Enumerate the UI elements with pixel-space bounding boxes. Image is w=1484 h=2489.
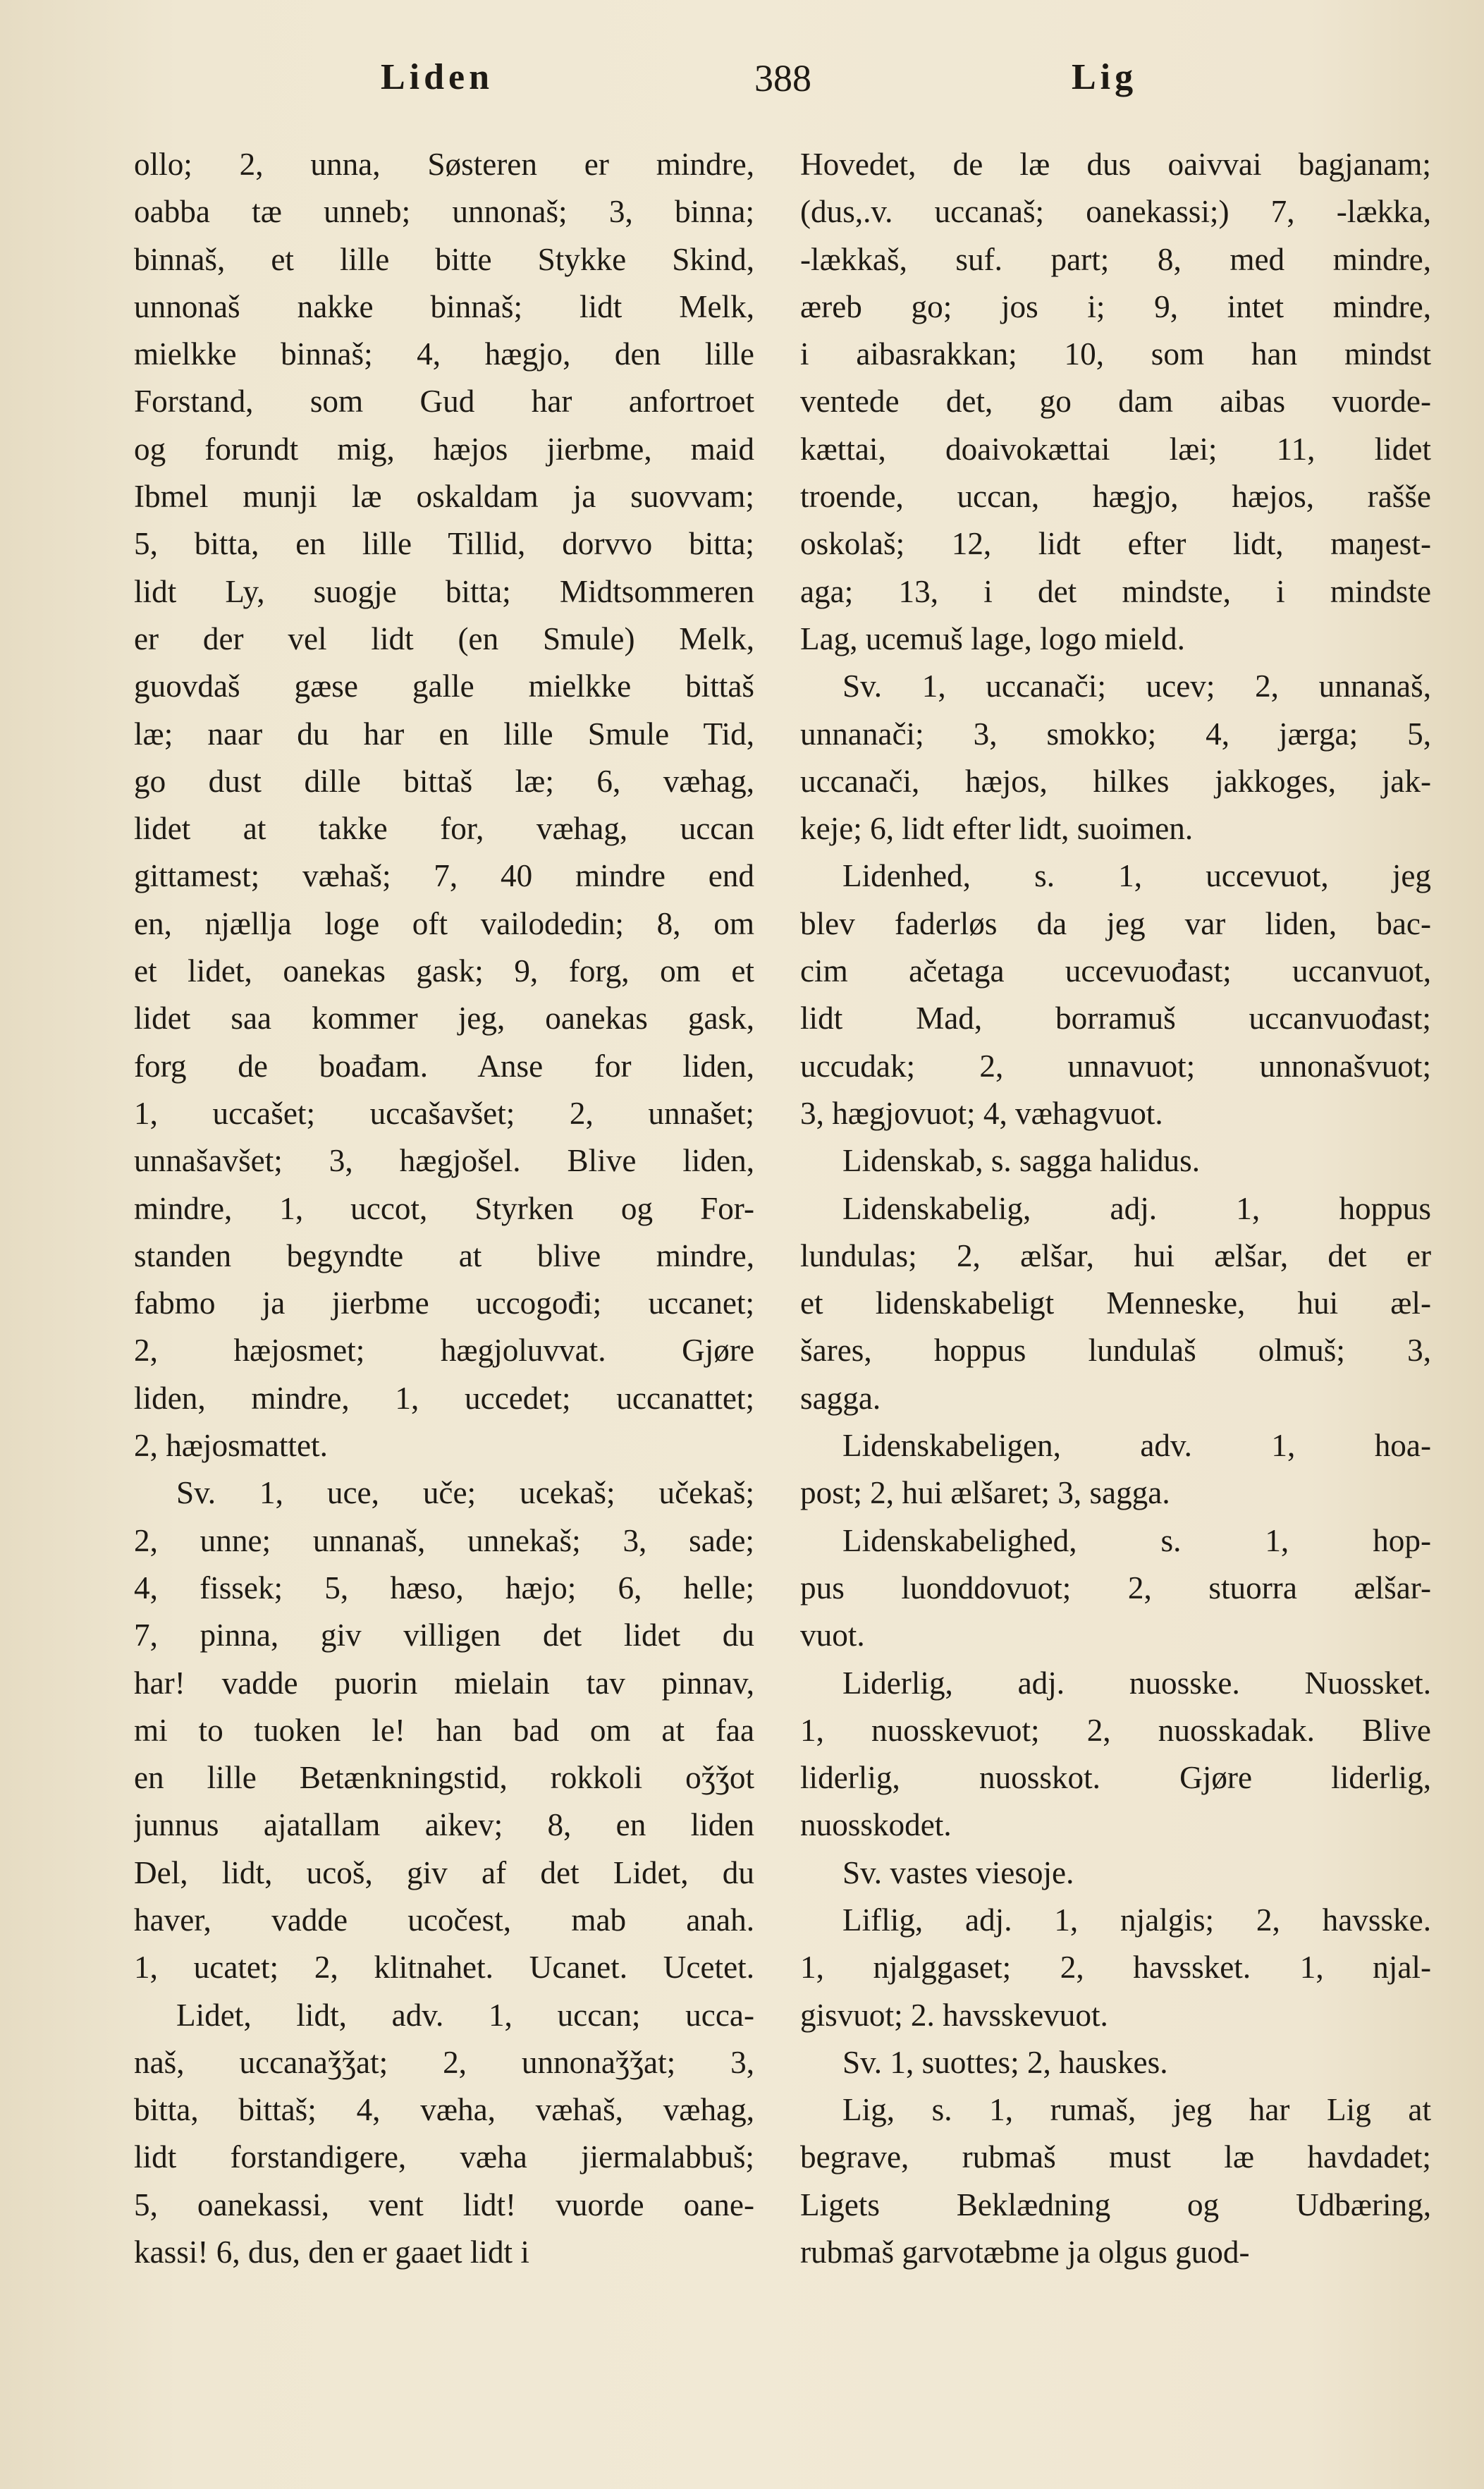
text-line: blev faderløs da jeg var liden, bac- bbox=[800, 905, 1431, 941]
text-line: Lag, ucemuš lage, logo mield. bbox=[800, 620, 1185, 656]
text-line: 3, hægjovuot; 4, væhagvuot. bbox=[800, 1095, 1163, 1131]
text-line: lidt Mad, borramuš uccanvuođast; bbox=[800, 1001, 1431, 1036]
text-line: lidet saa kommer jeg, oanekas gask, bbox=[134, 1001, 754, 1036]
text-line: forg de boađam. Anse for liden, bbox=[134, 1048, 754, 1084]
text-line: junnus ajatallam aikev; 8, en liden bbox=[134, 1807, 754, 1843]
text-line: oskolaš; 12, lidt efter lidt, maŋest- bbox=[800, 526, 1431, 562]
text-line: rubmaš garvotæbme ja olgus guod- bbox=[800, 2234, 1250, 2270]
page-number: 388 bbox=[754, 57, 811, 99]
text-line: Forstand, som Gud har anfortroet bbox=[134, 384, 754, 420]
text-line: unnašavšet; 3, hægjošel. Blive liden, bbox=[134, 1143, 754, 1179]
text-line: Liflig, adj. 1, njalgis; 2, havsske. bbox=[842, 1902, 1431, 1938]
text-line: 4, fissek; 5, hæso, hæjo; 6, helle; bbox=[134, 1570, 754, 1606]
text-line: troende, uccan, hægjo, hæjos, rašše bbox=[800, 479, 1431, 515]
text-line: oabba tæ unneb; unnonaš; 3, binna; bbox=[134, 194, 754, 230]
text-line: unnanači; 3, smokko; 4, jærga; 5, bbox=[800, 716, 1431, 752]
text-line: uccudak; 2, unnavuot; unnonašvuot; bbox=[800, 1048, 1431, 1084]
text-line: læ; naar du har en lille Smule Tid, bbox=[134, 716, 754, 752]
text-line: haver, vadde ucočest, mab anah. bbox=[134, 1902, 754, 1938]
header-right-word: Lig bbox=[1072, 57, 1138, 97]
text-line: Del, lidt, ucoš, giv af det Lidet, du bbox=[134, 1854, 754, 1890]
text-line: i aibasrakkan; 10, som han mindst bbox=[800, 336, 1431, 372]
text-line: er der vel lidt (en Smule) Melk, bbox=[134, 620, 754, 656]
text-line: -lækkaš, suf. part; 8, med mindre, bbox=[800, 241, 1431, 277]
text-line: Lidet, lidt, adv. 1, uccan; ucca- bbox=[176, 1997, 754, 2033]
text-line: mielkke binnaš; 4, hægjo, den lille bbox=[134, 336, 754, 372]
text-line: ollo; 2, unna, Søsteren er mindre, bbox=[134, 147, 754, 182]
text-line: liderlig, nuosskot. Gjøre liderlig, bbox=[800, 1760, 1431, 1796]
text-line: mindre, 1, uccot, Styrken og For- bbox=[134, 1190, 754, 1226]
text-line: 7, pinna, giv villigen det lidet du bbox=[134, 1617, 754, 1653]
text-line: Ligets Beklædning og Udbæring, bbox=[800, 2187, 1431, 2222]
text-line: naš, uccanaǯǯat; 2, unnonaǯǯat; 3, bbox=[134, 2044, 754, 2080]
text-line: et lidet, oanekas gask; 9, forg, om et bbox=[134, 953, 754, 989]
text-line: 1, njalggaset; 2, havssket. 1, njal- bbox=[800, 1950, 1431, 1986]
text-line: keje; 6, lidt efter lidt, suoimen. bbox=[800, 811, 1194, 847]
text-line: lidt Ly, suogje bitta; Midtsommeren bbox=[134, 573, 754, 609]
text-line: Liderlig, adj. nuosske. Nuossket. bbox=[842, 1665, 1431, 1701]
text-line: fabmo ja jierbme uccogođi; uccanet; bbox=[134, 1285, 754, 1321]
text-line: Lidenskab, s. sagga halidus. bbox=[842, 1143, 1201, 1179]
text-line: nuosskodet. bbox=[800, 1807, 952, 1843]
text-line: 5, oanekassi, vent lidt! vuorde oane- bbox=[134, 2187, 754, 2222]
text-line: go dust dille bittaš læ; 6, væhag, bbox=[134, 763, 754, 799]
text-line: Sv. vastes viesoje. bbox=[842, 1854, 1074, 1890]
text-line: mi to tuoken le! han bad om at faa bbox=[134, 1712, 754, 1748]
text-line: 2, hæjosmattet. bbox=[134, 1428, 328, 1464]
text-line: lidet at takke for, væhag, uccan bbox=[134, 811, 754, 847]
text-line: bitta, bittaš; 4, væha, væhaš, væhag, bbox=[134, 2092, 754, 2128]
text-line: 1, nuosskevuot; 2, nuosskadak. Blive bbox=[800, 1712, 1431, 1748]
text-line: 2, hæjosmet; hægjoluvvat. Gjøre bbox=[134, 1333, 754, 1369]
text-line: liden, mindre, 1, uccedet; uccanattet; bbox=[134, 1380, 754, 1416]
text-line: Lidenhed, s. 1, uccevuot, jeg bbox=[842, 858, 1431, 894]
text-line: uccanači, hæjos, hilkes jakkoges, jak- bbox=[800, 763, 1431, 799]
text-line: Lig, s. 1, rumaš, jeg har Lig at bbox=[842, 2092, 1431, 2128]
right-column bbox=[800, 141, 1431, 2276]
text-line: lidt forstandigere, væha jiermalabbuš; bbox=[134, 2139, 754, 2175]
text-line: 5, bitta, en lille Tillid, dorvvo bitta; bbox=[134, 526, 754, 562]
text-line: kættai, doaivokættai læi; 11, lidet bbox=[800, 431, 1431, 467]
text-line: Sv. 1, uce, uče; ucekaš; učekaš; bbox=[176, 1475, 754, 1511]
text-line: og forundt mig, hæjos jierbme, maid bbox=[134, 431, 754, 467]
text-line: Hovedet, de læ dus oaivvai bagjanam; bbox=[800, 147, 1431, 182]
text-line: kassi! 6, dus, den er gaaet lidt i bbox=[134, 2234, 529, 2270]
text-line: lundulas; 2, ælšar, hui ælšar, det er bbox=[800, 1237, 1431, 1273]
text-line: begrave, rubmaš must læ havdadet; bbox=[800, 2139, 1431, 2175]
text-line: æreb go; jos i; 9, intet mindre, bbox=[800, 288, 1431, 324]
text-line: standen begyndte at blive mindre, bbox=[134, 1237, 754, 1273]
text-line: 1, ucatet; 2, klitnahet. Ucanet. Ucetet. bbox=[134, 1950, 754, 1986]
text-line: (dus,.v. uccanaš; oanekassi;) 7, -lækka, bbox=[800, 194, 1431, 230]
text-line: Lidenskabelig, adj. 1, hoppus bbox=[842, 1190, 1431, 1226]
text-line: post; 2, hui ælšaret; 3, sagga. bbox=[800, 1475, 1170, 1511]
text-line: gisvuot; 2. havsskevuot. bbox=[800, 1997, 1108, 2033]
text-line: aga; 13, i det mindste, i mindste bbox=[800, 573, 1431, 609]
text-line: ventede det, go dam aibas vuorde- bbox=[800, 384, 1431, 420]
text-line: en lille Betænkningstid, rokkoli oǯǯot bbox=[134, 1760, 754, 1796]
text-line: 1, uccašet; uccašavšet; 2, unnašet; bbox=[134, 1095, 754, 1131]
text-line: har! vadde puorin mielain tav pinnav, bbox=[134, 1665, 754, 1701]
text-line: sagga. bbox=[800, 1380, 881, 1416]
text-line: cim ačetaga uccevuođast; uccanvuot, bbox=[800, 953, 1431, 989]
left-column bbox=[134, 141, 754, 2276]
running-header bbox=[134, 56, 1350, 106]
text-line: Sv. 1, uccanači; ucev; 2, unnanaš, bbox=[842, 668, 1431, 704]
text-line: Lidenskabeligen, adv. 1, hoa- bbox=[842, 1428, 1431, 1464]
text-line: guovdaš gæse galle mielkke bittaš bbox=[134, 668, 754, 704]
text-line: 2, unne; unnanaš, unnekaš; 3, sade; bbox=[134, 1522, 754, 1558]
text-line: Lidenskabelighed, s. 1, hop- bbox=[842, 1522, 1431, 1558]
text-line: et lidenskabeligt Menneske, hui æl- bbox=[800, 1285, 1431, 1321]
text-line: pus luonddovuot; 2, stuorra ælšar- bbox=[800, 1570, 1431, 1606]
text-line: Ibmel munji læ oskaldam ja suovvam; bbox=[134, 479, 754, 515]
text-line: en, njællja loge oft vailodedin; 8, om bbox=[134, 905, 754, 941]
text-line: vuot. bbox=[800, 1617, 865, 1653]
text-line: gittamest; væhaš; 7, 40 mindre end bbox=[134, 858, 754, 894]
text-line: binnaš, et lille bitte Stykke Skind, bbox=[134, 241, 754, 277]
text-line: Sv. 1, suottes; 2, hauskes. bbox=[842, 2044, 1168, 2080]
header-left-word: Liden bbox=[381, 57, 494, 97]
text-line: unnonaš nakke binnaš; lidt Melk, bbox=[134, 288, 754, 324]
text-line: šares, hoppus lundulaš olmuš; 3, bbox=[800, 1333, 1431, 1369]
